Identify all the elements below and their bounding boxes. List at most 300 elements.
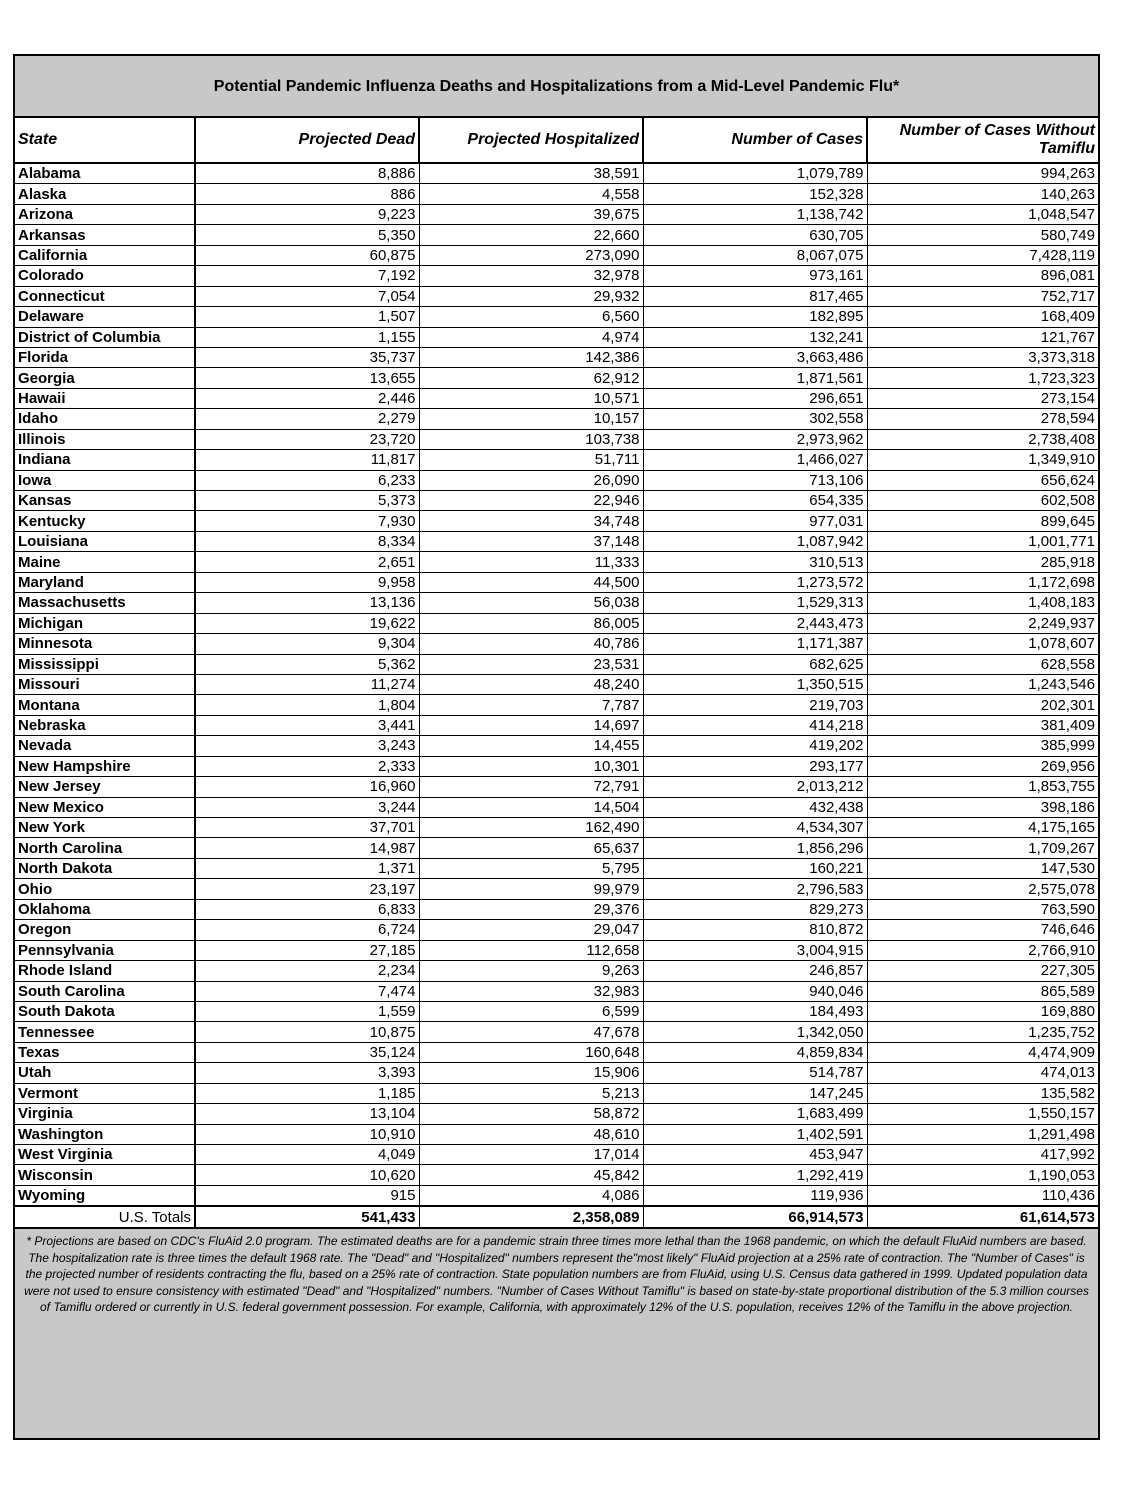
table-row bbox=[15, 756, 1098, 776]
dead-cell: 37,701 bbox=[195, 818, 419, 838]
hospitalized-cell: 29,376 bbox=[419, 899, 643, 919]
cases-cell: 4,534,307 bbox=[643, 818, 867, 838]
hospitalized-cell: 34,748 bbox=[419, 511, 643, 531]
dead-cell: 5,350 bbox=[195, 225, 419, 245]
state-cell: Tennessee bbox=[15, 1022, 195, 1042]
cases-without-tamiflu-cell: 273,154 bbox=[867, 388, 1098, 408]
hospitalized-cell: 72,791 bbox=[419, 777, 643, 797]
dead-cell: 6,833 bbox=[195, 899, 419, 919]
hospitalized-cell: 39,675 bbox=[419, 204, 643, 224]
cases-without-tamiflu-cell: 147,530 bbox=[867, 858, 1098, 878]
cases-without-tamiflu-cell: 1,078,607 bbox=[867, 634, 1098, 654]
dead-cell: 915 bbox=[195, 1185, 419, 1206]
hospitalized-cell: 22,946 bbox=[419, 491, 643, 511]
hospitalized-cell: 58,872 bbox=[419, 1104, 643, 1124]
hospitalized-cell: 48,240 bbox=[419, 674, 643, 694]
dead-cell: 886 bbox=[195, 184, 419, 204]
cases-cell: 817,465 bbox=[643, 286, 867, 306]
state-cell: North Carolina bbox=[15, 838, 195, 858]
cases-without-tamiflu-cell: 1,709,267 bbox=[867, 838, 1098, 858]
dead-cell: 9,304 bbox=[195, 634, 419, 654]
table-row bbox=[15, 797, 1098, 817]
cases-without-tamiflu-cell: 1,190,053 bbox=[867, 1165, 1098, 1185]
cases-cell: 3,663,486 bbox=[643, 347, 867, 367]
table-row bbox=[15, 777, 1098, 797]
cases-cell: 1,402,591 bbox=[643, 1124, 867, 1144]
table-title: Potential Pandemic Influenza Deaths and Hospitalizations from a Mid-Level Pandemic Flu* bbox=[15, 56, 1098, 118]
cases-cell: 310,513 bbox=[643, 552, 867, 572]
state-cell: New Mexico bbox=[15, 797, 195, 817]
hospitalized-cell: 14,504 bbox=[419, 797, 643, 817]
cases-without-tamiflu-cell: 1,172,698 bbox=[867, 572, 1098, 592]
cases-cell: 713,106 bbox=[643, 470, 867, 490]
cases-cell: 184,493 bbox=[643, 1001, 867, 1021]
header-projected-hospitalized: Projected Hospitalized bbox=[419, 118, 643, 163]
table-row bbox=[15, 593, 1098, 613]
hospitalized-cell: 38,591 bbox=[419, 163, 643, 184]
cases-without-tamiflu-cell: 140,263 bbox=[867, 184, 1098, 204]
cases-cell: 514,787 bbox=[643, 1063, 867, 1083]
cases-cell: 1,466,027 bbox=[643, 450, 867, 470]
table-row bbox=[15, 531, 1098, 551]
cases-cell: 152,328 bbox=[643, 184, 867, 204]
table-row bbox=[15, 613, 1098, 633]
dead-cell: 13,136 bbox=[195, 593, 419, 613]
state-cell: Massachusetts bbox=[15, 593, 195, 613]
table-row bbox=[15, 1022, 1098, 1042]
table-row bbox=[15, 1104, 1098, 1124]
state-cell: Pennsylvania bbox=[15, 940, 195, 960]
cases-cell: 4,859,834 bbox=[643, 1042, 867, 1062]
table-row bbox=[15, 674, 1098, 694]
state-cell: Mississippi bbox=[15, 654, 195, 674]
dead-cell: 60,875 bbox=[195, 245, 419, 265]
state-cell: Nevada bbox=[15, 736, 195, 756]
hospitalized-cell: 65,637 bbox=[419, 838, 643, 858]
hospitalized-cell: 56,038 bbox=[419, 593, 643, 613]
cases-without-tamiflu-cell: 1,408,183 bbox=[867, 593, 1098, 613]
table-row bbox=[15, 307, 1098, 327]
state-cell: Rhode Island bbox=[15, 961, 195, 981]
header-projected-dead: Projected Dead bbox=[195, 118, 419, 163]
dead-cell: 7,930 bbox=[195, 511, 419, 531]
state-cell: New Jersey bbox=[15, 777, 195, 797]
dead-cell: 7,192 bbox=[195, 266, 419, 286]
cases-without-tamiflu-cell: 580,749 bbox=[867, 225, 1098, 245]
cases-cell: 829,273 bbox=[643, 899, 867, 919]
cases-without-tamiflu-cell: 417,992 bbox=[867, 1145, 1098, 1165]
hospitalized-cell: 37,148 bbox=[419, 531, 643, 551]
state-cell: North Dakota bbox=[15, 858, 195, 878]
totals-dead: 541,433 bbox=[195, 1206, 419, 1228]
hospitalized-cell: 160,648 bbox=[419, 1042, 643, 1062]
table-row bbox=[15, 858, 1098, 878]
cases-cell: 453,947 bbox=[643, 1145, 867, 1165]
dead-cell: 9,223 bbox=[195, 204, 419, 224]
cases-without-tamiflu-cell: 763,590 bbox=[867, 899, 1098, 919]
state-cell: Delaware bbox=[15, 307, 195, 327]
hospitalized-cell: 4,558 bbox=[419, 184, 643, 204]
hospitalized-cell: 5,213 bbox=[419, 1083, 643, 1103]
state-cell: Wyoming bbox=[15, 1185, 195, 1206]
table-row bbox=[15, 634, 1098, 654]
dead-cell: 1,371 bbox=[195, 858, 419, 878]
totals-cases: 66,914,573 bbox=[643, 1206, 867, 1228]
state-cell: Oklahoma bbox=[15, 899, 195, 919]
dead-cell: 10,875 bbox=[195, 1022, 419, 1042]
cases-cell: 1,350,515 bbox=[643, 674, 867, 694]
table-row bbox=[15, 961, 1098, 981]
table-row bbox=[15, 736, 1098, 756]
table-row bbox=[15, 920, 1098, 940]
table-row bbox=[15, 245, 1098, 265]
state-cell: Louisiana bbox=[15, 531, 195, 551]
state-cell: Ohio bbox=[15, 879, 195, 899]
state-cell: Nebraska bbox=[15, 715, 195, 735]
table-row bbox=[15, 1165, 1098, 1185]
cases-cell: 1,273,572 bbox=[643, 572, 867, 592]
dead-cell: 4,049 bbox=[195, 1145, 419, 1165]
cases-without-tamiflu-cell: 1,243,546 bbox=[867, 674, 1098, 694]
cases-without-tamiflu-cell: 227,305 bbox=[867, 961, 1098, 981]
hospitalized-cell: 6,599 bbox=[419, 1001, 643, 1021]
totals-hospitalized: 2,358,089 bbox=[419, 1206, 643, 1228]
state-cell: Michigan bbox=[15, 613, 195, 633]
state-cell: Arkansas bbox=[15, 225, 195, 245]
dead-cell: 2,651 bbox=[195, 552, 419, 572]
table-row bbox=[15, 347, 1098, 367]
hospitalized-cell: 11,333 bbox=[419, 552, 643, 572]
cases-cell: 414,218 bbox=[643, 715, 867, 735]
dead-cell: 1,559 bbox=[195, 1001, 419, 1021]
cases-cell: 2,973,962 bbox=[643, 429, 867, 449]
table-row bbox=[15, 1063, 1098, 1083]
cases-without-tamiflu-cell: 994,263 bbox=[867, 163, 1098, 184]
table-row bbox=[15, 695, 1098, 715]
state-cell: Washington bbox=[15, 1124, 195, 1144]
table-row bbox=[15, 940, 1098, 960]
dead-cell: 3,441 bbox=[195, 715, 419, 735]
table-row bbox=[15, 470, 1098, 490]
state-cell: California bbox=[15, 245, 195, 265]
cases-cell: 1,087,942 bbox=[643, 531, 867, 551]
table-row bbox=[15, 204, 1098, 224]
dead-cell: 1,507 bbox=[195, 307, 419, 327]
dead-cell: 5,362 bbox=[195, 654, 419, 674]
table-row bbox=[15, 1185, 1098, 1206]
cases-cell: 977,031 bbox=[643, 511, 867, 531]
cases-cell: 940,046 bbox=[643, 981, 867, 1001]
cases-without-tamiflu-cell: 2,249,937 bbox=[867, 613, 1098, 633]
table-row bbox=[15, 184, 1098, 204]
state-cell: Colorado bbox=[15, 266, 195, 286]
state-cell: Florida bbox=[15, 347, 195, 367]
hospitalized-cell: 29,047 bbox=[419, 920, 643, 940]
dead-cell: 7,474 bbox=[195, 981, 419, 1001]
header-row bbox=[15, 118, 1098, 163]
hospitalized-cell: 26,090 bbox=[419, 470, 643, 490]
table-row bbox=[15, 286, 1098, 306]
hospitalized-cell: 40,786 bbox=[419, 634, 643, 654]
cases-without-tamiflu-cell: 135,582 bbox=[867, 1083, 1098, 1103]
cases-cell: 630,705 bbox=[643, 225, 867, 245]
state-cell: Vermont bbox=[15, 1083, 195, 1103]
cases-without-tamiflu-cell: 2,766,910 bbox=[867, 940, 1098, 960]
hospitalized-cell: 4,974 bbox=[419, 327, 643, 347]
table-row bbox=[15, 450, 1098, 470]
state-cell: Hawaii bbox=[15, 388, 195, 408]
dead-cell: 5,373 bbox=[195, 491, 419, 511]
state-cell: Montana bbox=[15, 695, 195, 715]
state-cell: Iowa bbox=[15, 470, 195, 490]
hospitalized-cell: 44,500 bbox=[419, 572, 643, 592]
cases-without-tamiflu-cell: 602,508 bbox=[867, 491, 1098, 511]
table-row bbox=[15, 1001, 1098, 1021]
table-row bbox=[15, 429, 1098, 449]
dead-cell: 1,804 bbox=[195, 695, 419, 715]
cases-without-tamiflu-cell: 1,001,771 bbox=[867, 531, 1098, 551]
hospitalized-cell: 6,560 bbox=[419, 307, 643, 327]
cases-cell: 2,013,212 bbox=[643, 777, 867, 797]
table-row bbox=[15, 1042, 1098, 1062]
table-row bbox=[15, 715, 1098, 735]
state-cell: Indiana bbox=[15, 450, 195, 470]
cases-without-tamiflu-cell: 896,081 bbox=[867, 266, 1098, 286]
cases-without-tamiflu-cell: 2,575,078 bbox=[867, 879, 1098, 899]
table-row bbox=[15, 491, 1098, 511]
cases-cell: 296,651 bbox=[643, 388, 867, 408]
table-body bbox=[15, 163, 1098, 1206]
hospitalized-cell: 47,678 bbox=[419, 1022, 643, 1042]
state-cell: Utah bbox=[15, 1063, 195, 1083]
table-row bbox=[15, 1145, 1098, 1165]
hospitalized-cell: 5,795 bbox=[419, 858, 643, 878]
hospitalized-cell: 14,697 bbox=[419, 715, 643, 735]
cases-without-tamiflu-cell: 121,767 bbox=[867, 327, 1098, 347]
hospitalized-cell: 23,531 bbox=[419, 654, 643, 674]
table-row bbox=[15, 266, 1098, 286]
table-row bbox=[15, 981, 1098, 1001]
state-cell: South Dakota bbox=[15, 1001, 195, 1021]
state-cell: Alaska bbox=[15, 184, 195, 204]
dead-cell: 16,960 bbox=[195, 777, 419, 797]
table-row bbox=[15, 511, 1098, 531]
dead-cell: 9,958 bbox=[195, 572, 419, 592]
cases-without-tamiflu-cell: 1,235,752 bbox=[867, 1022, 1098, 1042]
table-row bbox=[15, 1124, 1098, 1144]
table-row bbox=[15, 368, 1098, 388]
cases-cell: 1,292,419 bbox=[643, 1165, 867, 1185]
state-cell: Connecticut bbox=[15, 286, 195, 306]
cases-cell: 3,004,915 bbox=[643, 940, 867, 960]
hospitalized-cell: 32,983 bbox=[419, 981, 643, 1001]
table-row bbox=[15, 225, 1098, 245]
cases-cell: 1,683,499 bbox=[643, 1104, 867, 1124]
totals-cases-without-tamiflu: 61,614,573 bbox=[867, 1206, 1098, 1228]
state-cell: Alabama bbox=[15, 163, 195, 184]
totals-label: U.S. Totals bbox=[15, 1206, 195, 1228]
cases-cell: 1,138,742 bbox=[643, 204, 867, 224]
cases-cell: 1,079,789 bbox=[643, 163, 867, 184]
cases-without-tamiflu-cell: 4,474,909 bbox=[867, 1042, 1098, 1062]
hospitalized-cell: 142,386 bbox=[419, 347, 643, 367]
state-cell: Maine bbox=[15, 552, 195, 572]
dead-cell: 3,243 bbox=[195, 736, 419, 756]
dead-cell: 1,155 bbox=[195, 327, 419, 347]
cases-cell: 1,529,313 bbox=[643, 593, 867, 613]
table-row bbox=[15, 552, 1098, 572]
cases-without-tamiflu-cell: 7,428,119 bbox=[867, 245, 1098, 265]
table-row bbox=[15, 654, 1098, 674]
totals-row bbox=[15, 1206, 1098, 1228]
hospitalized-cell: 4,086 bbox=[419, 1185, 643, 1206]
cases-without-tamiflu-cell: 1,349,910 bbox=[867, 450, 1098, 470]
dead-cell: 19,622 bbox=[195, 613, 419, 633]
hospitalized-cell: 15,906 bbox=[419, 1063, 643, 1083]
state-cell: Kentucky bbox=[15, 511, 195, 531]
cases-without-tamiflu-cell: 752,717 bbox=[867, 286, 1098, 306]
state-cell: Maryland bbox=[15, 572, 195, 592]
dead-cell: 35,124 bbox=[195, 1042, 419, 1062]
cases-cell: 1,871,561 bbox=[643, 368, 867, 388]
dead-cell: 8,886 bbox=[195, 163, 419, 184]
header-number-of-cases: Number of Cases bbox=[643, 118, 867, 163]
cases-without-tamiflu-cell: 285,918 bbox=[867, 552, 1098, 572]
dead-cell: 10,620 bbox=[195, 1165, 419, 1185]
state-cell: Georgia bbox=[15, 368, 195, 388]
cases-without-tamiflu-cell: 1,550,157 bbox=[867, 1104, 1098, 1124]
dead-cell: 13,655 bbox=[195, 368, 419, 388]
dead-cell: 27,185 bbox=[195, 940, 419, 960]
cases-without-tamiflu-cell: 385,999 bbox=[867, 736, 1098, 756]
hospitalized-cell: 32,978 bbox=[419, 266, 643, 286]
hospitalized-cell: 10,571 bbox=[419, 388, 643, 408]
cases-cell: 119,936 bbox=[643, 1185, 867, 1206]
dead-cell: 3,244 bbox=[195, 797, 419, 817]
cases-without-tamiflu-cell: 865,589 bbox=[867, 981, 1098, 1001]
state-cell: Minnesota bbox=[15, 634, 195, 654]
hospitalized-cell: 162,490 bbox=[419, 818, 643, 838]
cases-cell: 8,067,075 bbox=[643, 245, 867, 265]
dead-cell: 23,720 bbox=[195, 429, 419, 449]
table-row bbox=[15, 879, 1098, 899]
state-cell: New York bbox=[15, 818, 195, 838]
dead-cell: 14,987 bbox=[195, 838, 419, 858]
cases-without-tamiflu-cell: 656,624 bbox=[867, 470, 1098, 490]
cases-without-tamiflu-cell: 3,373,318 bbox=[867, 347, 1098, 367]
cases-without-tamiflu-cell: 169,880 bbox=[867, 1001, 1098, 1021]
cases-cell: 1,171,387 bbox=[643, 634, 867, 654]
state-cell: Texas bbox=[15, 1042, 195, 1062]
cases-cell: 432,438 bbox=[643, 797, 867, 817]
state-cell: Missouri bbox=[15, 674, 195, 694]
cases-cell: 1,856,296 bbox=[643, 838, 867, 858]
dead-cell: 2,446 bbox=[195, 388, 419, 408]
cases-without-tamiflu-cell: 474,013 bbox=[867, 1063, 1098, 1083]
cases-without-tamiflu-cell: 1,048,547 bbox=[867, 204, 1098, 224]
cases-without-tamiflu-cell: 381,409 bbox=[867, 715, 1098, 735]
header-cases-without-tamiflu: Number of Cases Without Tamiflu bbox=[867, 118, 1098, 163]
footnote: * Projections are based on CDC's FluAid 2.0 program. The estimated deaths are for a pandemic strain three times more lethal than the 1968 pandemic, on which the default FluAid numbers are based. The hospitalization rate is three times the default 1968 rate. The "Dead" and "Hospitalized" numbers represent the"most likely" FluAid projection at a 25% rate of contraction. The "Number of Cases" is the projected number of residents contracting the flu, based on a 25% rate of contraction. State population numbers are from FluAid, using U.S. Census data gathered in 1999. Updated population data were not used to ensure consistency with estimated "Dead" and "Hospitalized" numbers. "Number of Cases Without Tamiflu" is based on state-by-state proportional distribution of the 5.3 million courses of Tamiflu ordered or currently in U.S. federal government possession. For example, California, with approximately 12% of the U.S. population, receives 12% of the Tamiflu in the above projection. bbox=[24, 1234, 1089, 1315]
hospitalized-cell: 7,787 bbox=[419, 695, 643, 715]
state-cell: New Hampshire bbox=[15, 756, 195, 776]
cases-without-tamiflu-cell: 4,175,165 bbox=[867, 818, 1098, 838]
cases-without-tamiflu-cell: 2,738,408 bbox=[867, 429, 1098, 449]
cases-cell: 246,857 bbox=[643, 961, 867, 981]
state-cell: South Carolina bbox=[15, 981, 195, 1001]
table-row bbox=[15, 818, 1098, 838]
hospitalized-cell: 10,301 bbox=[419, 756, 643, 776]
header-state: State bbox=[15, 118, 195, 163]
dead-cell: 2,279 bbox=[195, 409, 419, 429]
cases-cell: 147,245 bbox=[643, 1083, 867, 1103]
hospitalized-cell: 62,912 bbox=[419, 368, 643, 388]
cases-cell: 682,625 bbox=[643, 654, 867, 674]
hospitalized-cell: 9,263 bbox=[419, 961, 643, 981]
state-cell: West Virginia bbox=[15, 1145, 195, 1165]
dead-cell: 35,737 bbox=[195, 347, 419, 367]
cases-without-tamiflu-cell: 899,645 bbox=[867, 511, 1098, 531]
hospitalized-cell: 29,932 bbox=[419, 286, 643, 306]
cases-cell: 302,558 bbox=[643, 409, 867, 429]
table-row bbox=[15, 838, 1098, 858]
dead-cell: 6,233 bbox=[195, 470, 419, 490]
dead-cell: 13,104 bbox=[195, 1104, 419, 1124]
dead-cell: 8,334 bbox=[195, 531, 419, 551]
table-row bbox=[15, 327, 1098, 347]
hospitalized-cell: 51,711 bbox=[419, 450, 643, 470]
cases-without-tamiflu-cell: 1,291,498 bbox=[867, 1124, 1098, 1144]
dead-cell: 11,817 bbox=[195, 450, 419, 470]
dead-cell: 23,197 bbox=[195, 879, 419, 899]
state-cell: Virginia bbox=[15, 1104, 195, 1124]
cases-without-tamiflu-cell: 278,594 bbox=[867, 409, 1098, 429]
table-row bbox=[15, 163, 1098, 184]
cases-cell: 419,202 bbox=[643, 736, 867, 756]
state-cell: Kansas bbox=[15, 491, 195, 511]
dead-cell: 1,185 bbox=[195, 1083, 419, 1103]
data-table bbox=[15, 118, 1098, 1229]
hospitalized-cell: 48,610 bbox=[419, 1124, 643, 1144]
hospitalized-cell: 86,005 bbox=[419, 613, 643, 633]
dead-cell: 7,054 bbox=[195, 286, 419, 306]
cases-cell: 219,703 bbox=[643, 695, 867, 715]
dead-cell: 11,274 bbox=[195, 674, 419, 694]
cases-cell: 132,241 bbox=[643, 327, 867, 347]
cases-cell: 810,872 bbox=[643, 920, 867, 940]
state-cell: Idaho bbox=[15, 409, 195, 429]
cases-without-tamiflu-cell: 269,956 bbox=[867, 756, 1098, 776]
cases-without-tamiflu-cell: 202,301 bbox=[867, 695, 1098, 715]
cases-without-tamiflu-cell: 1,723,323 bbox=[867, 368, 1098, 388]
cases-cell: 654,335 bbox=[643, 491, 867, 511]
dead-cell: 2,234 bbox=[195, 961, 419, 981]
state-cell: Wisconsin bbox=[15, 1165, 195, 1185]
table-row bbox=[15, 388, 1098, 408]
hospitalized-cell: 10,157 bbox=[419, 409, 643, 429]
hospitalized-cell: 99,979 bbox=[419, 879, 643, 899]
dead-cell: 6,724 bbox=[195, 920, 419, 940]
state-cell: Oregon bbox=[15, 920, 195, 940]
table-row bbox=[15, 572, 1098, 592]
cases-without-tamiflu-cell: 746,646 bbox=[867, 920, 1098, 940]
table-row bbox=[15, 899, 1098, 919]
cases-without-tamiflu-cell: 168,409 bbox=[867, 307, 1098, 327]
cases-cell: 182,895 bbox=[643, 307, 867, 327]
dead-cell: 10,910 bbox=[195, 1124, 419, 1144]
table-frame bbox=[13, 54, 1100, 1440]
state-cell: Arizona bbox=[15, 204, 195, 224]
